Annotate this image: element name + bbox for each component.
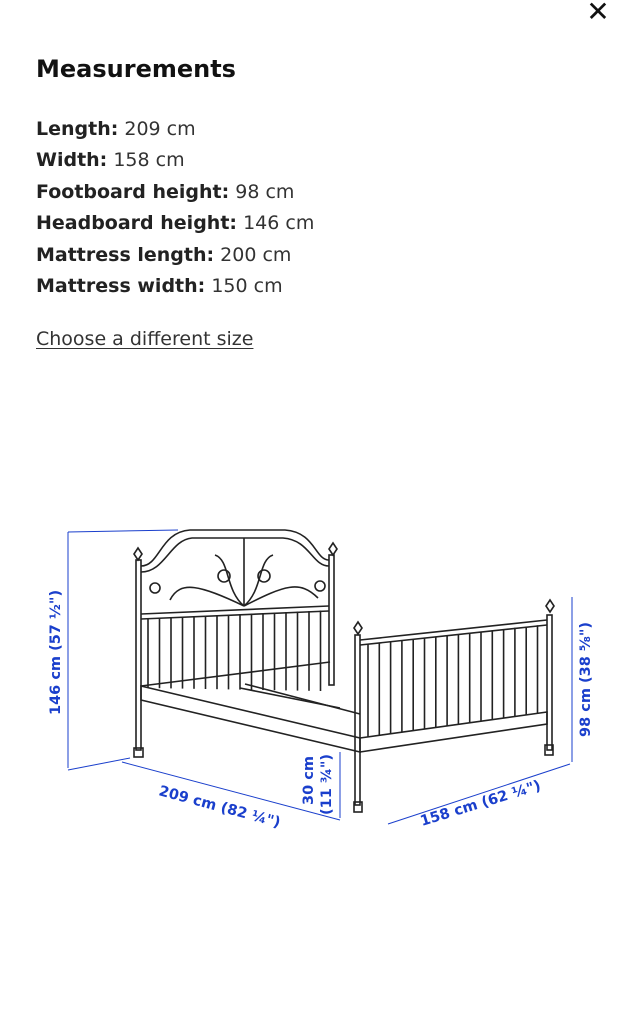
spec-label: Mattress length: [36, 243, 215, 266]
headboard-height-label: 146 cm (57 ½") [48, 589, 64, 715]
bed-drawing [134, 530, 554, 812]
spec-label: Mattress width: [36, 274, 206, 297]
spec-value: 209 cm [124, 118, 196, 140]
close-button[interactable]: ✕ [586, 0, 610, 28]
spec-label: Length: [36, 118, 119, 140]
spec-label: Footboard height: [36, 180, 230, 203]
length-label: 209 cm (82 ¼") [156, 783, 282, 832]
choose-different-size-link[interactable]: Choose a different size [36, 328, 254, 350]
spec-value: 150 cm [211, 274, 283, 297]
spec-label: Headboard height: [36, 212, 238, 235]
spec-value: 146 cm [243, 212, 315, 235]
page-title: Measurements [36, 55, 236, 83]
spec-label: Width: [36, 149, 108, 172]
spec-value: 158 cm [113, 149, 185, 172]
clearance-cm-label: 30 cm [301, 756, 317, 805]
spec-value: 200 cm [220, 243, 292, 266]
spec-value: 98 cm [235, 180, 295, 203]
clearance-in-label: (11 ¾") [319, 753, 335, 815]
width-label: 158 cm (62 ¼") [418, 777, 543, 830]
footboard-height-label: 98 cm (38 ⅝") [578, 621, 594, 737]
